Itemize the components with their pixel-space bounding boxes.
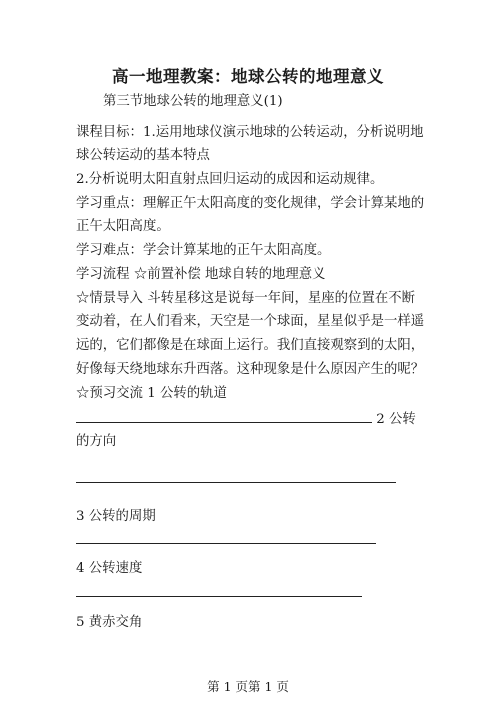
answer-blank[interactable] — [76, 410, 372, 423]
document-title: 高一地理教案：地球公转的地理意义 — [112, 67, 384, 86]
fill-item-3: 3 公转的周期 — [76, 509, 156, 524]
fill-item-2 — [76, 410, 416, 428]
body-line: 远的，它们都像是在球面上运行。我们直接观察到的太阳， — [76, 338, 425, 353]
body-line: 学习重点：理解正午太阳高度的变化规律，学会计算某地的 — [76, 196, 425, 211]
body-line: 正午太阳高度。 — [76, 219, 170, 234]
body-line: 好像每天绕地球东升西落。这种现象是什么原因产生的呢？ — [76, 362, 425, 377]
answer-blank[interactable] — [76, 584, 362, 597]
body-line: 2.分析说明太阳直射点回归运动的成因和运动规律。 — [76, 172, 384, 187]
answer-blank-row — [76, 531, 376, 549]
fill-item-2-continued: 的方向 — [76, 434, 117, 449]
answer-blank[interactable] — [76, 531, 376, 544]
body-line: ☆预习交流 1 公转的轨道 — [76, 386, 227, 401]
answer-blank-row — [76, 470, 396, 488]
fill-item-label: 2 公转 — [376, 412, 416, 427]
fill-item-5: 5 黄赤交角 — [76, 615, 143, 630]
body-line: 球公转运动的基本特点 — [76, 148, 210, 163]
body-line: 课程目标：1.运用地球仪演示地球的公转运动，分析说明地 — [76, 125, 424, 140]
body-line: 变动着，在人们看来，天空是一个球面，星星似乎是一样遥 — [76, 314, 425, 329]
body-line: ☆情景导入 斗转星移这是说每一年间，星座的位置在不断 — [76, 291, 416, 306]
answer-blank[interactable] — [76, 470, 396, 483]
fill-item-4: 4 公转速度 — [76, 561, 143, 576]
body-line: 学习难点：学会计算某地的正午太阳高度。 — [76, 243, 331, 258]
page-footer: 第 1 页第 1 页 — [207, 679, 289, 694]
section-subtitle: 第三节地球公转的地理意义(1) — [103, 94, 283, 109]
answer-blank-row — [76, 584, 362, 602]
body-line: 学习流程 ☆前置补偿 地球自转的地理意义 — [76, 267, 326, 282]
